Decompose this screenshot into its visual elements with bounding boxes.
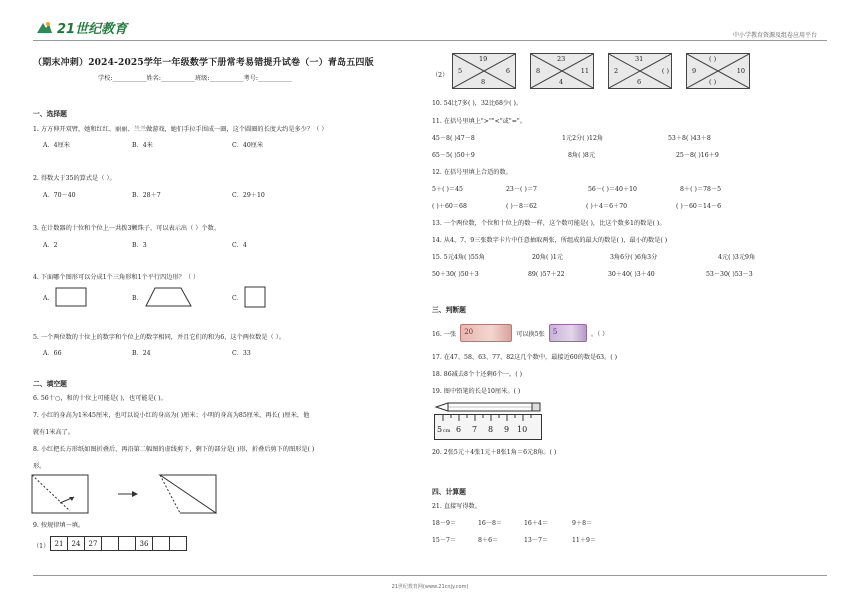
envelope-bottom: 6 bbox=[637, 78, 642, 86]
option-4a-shape bbox=[55, 287, 87, 307]
fill-row-2-item-3: ( )＋4＝6＋70 bbox=[586, 203, 628, 210]
section-fill: 二、填空题 bbox=[33, 380, 67, 388]
footer-text: 21世纪教育网(www.21cnjy.com) bbox=[391, 584, 469, 590]
q15-row-2-item-1: 50＋30( )50＋3 bbox=[432, 271, 479, 278]
envelope-top: 19 bbox=[479, 55, 488, 63]
envelope-bottom: 8 bbox=[481, 78, 486, 86]
envelope-top: 31 bbox=[635, 55, 644, 63]
question-7-line2: 就有1米高了。 bbox=[33, 429, 75, 436]
calc-row-2-item-1: 15－7＝ bbox=[432, 537, 457, 544]
envelope-bottom: 4 bbox=[559, 78, 564, 86]
q15-row-2-item-2: 89( )57＋22 bbox=[528, 271, 565, 278]
seq-cell: 27 bbox=[85, 537, 102, 551]
envelope-right: 10 bbox=[736, 67, 745, 75]
q15-row-1-item-4: 4元( )3元9角 bbox=[718, 254, 756, 261]
envelope-top: 23 bbox=[557, 55, 566, 63]
envelope-left: 2 bbox=[614, 67, 619, 75]
envelope-right: 6 bbox=[505, 67, 510, 75]
seq-cell: 24 bbox=[68, 537, 85, 551]
option-1c: C．40厘米 bbox=[232, 142, 264, 149]
question-13: 13. 一个两位数，个位和十位上的数一样，这个数可能是( )，比这个数多1的数是( )。 bbox=[432, 220, 666, 227]
compare-row-2-item-1: 65－5( )50＋9 bbox=[432, 152, 475, 159]
pencil-image bbox=[434, 400, 546, 414]
question-8-line2: 形。 bbox=[33, 463, 46, 470]
seq-cell[interactable] bbox=[102, 537, 119, 551]
q15-row-1-item-1: 15. 5元4角( )55角 bbox=[432, 254, 485, 261]
calc-row-2-item-2: 8＋6＝ bbox=[478, 537, 499, 544]
fill-row-1-item-1: 5＋( )＝45 bbox=[432, 186, 463, 193]
ruler-label-8: 8 bbox=[488, 425, 494, 434]
seq-cell[interactable] bbox=[170, 537, 187, 551]
banknote-5-value: 5 bbox=[552, 328, 558, 336]
ruler-label-5: 5 bbox=[437, 425, 443, 434]
question-11: 11. 在括号里填上">""<"或"="。 bbox=[432, 118, 526, 125]
question-14: 14. 从4、7、9三张数字卡片中任意抽取两张，所组成的最大的数是( )，最小的数是( ) bbox=[432, 237, 668, 244]
ruler-label-6: 6 bbox=[456, 425, 462, 434]
question-7-line1: 7. 小红的身高为1米45厘米，也可以说小红的身高为( )厘米；小明的身高为85厘米，再长( )厘米，他 bbox=[33, 412, 310, 419]
option-5a: A．66 bbox=[43, 350, 62, 357]
ruler-label-7: 7 bbox=[472, 425, 478, 434]
fold-figure bbox=[30, 473, 270, 515]
q16-middle: 可以换5张 bbox=[516, 330, 545, 338]
q16-suffix: 。（ ） bbox=[590, 330, 609, 338]
option-1a: A．4厘米 bbox=[43, 142, 70, 149]
q16-prefix: 16. 一张 bbox=[432, 330, 457, 338]
option-1b: B．4米 bbox=[132, 142, 153, 149]
envelope-4 bbox=[686, 53, 750, 89]
option-4c: C． bbox=[232, 295, 243, 302]
option-4c-shape bbox=[244, 286, 266, 308]
question-3: 3. 在计数器的十位和个位上一共拨3颗珠子，可以表示出（ ）个数。 bbox=[33, 225, 221, 232]
banknote-20-image bbox=[460, 324, 512, 342]
envelope-right[interactable]: ( ) bbox=[661, 67, 669, 75]
envelope-bottom[interactable]: ( ) bbox=[709, 78, 717, 86]
compare-row-2-item-2: 8角( )8元 bbox=[568, 152, 596, 159]
q15-row-2-item-3: 30＋40( )3＋40 bbox=[608, 271, 655, 278]
envelope-1 bbox=[452, 53, 516, 89]
logo bbox=[35, 18, 127, 37]
option-3b: B．3 bbox=[132, 242, 147, 249]
envelope-left: 9 bbox=[692, 67, 697, 75]
compare-row-2-item-3: 25－8( )16＋9 bbox=[676, 152, 719, 159]
question-16 bbox=[432, 324, 608, 342]
option-2b: B．28＋7 bbox=[132, 192, 161, 199]
option-3a: A．2 bbox=[43, 242, 58, 249]
option-5c: C．33 bbox=[232, 350, 251, 357]
seq-cell[interactable] bbox=[119, 537, 136, 551]
envelope-left: 8 bbox=[536, 67, 541, 75]
question-12: 12. 在括号里填上合适的数。 bbox=[432, 169, 512, 176]
student-info-line: 学校:___________姓名:___________班级:___________考号:___________ bbox=[98, 75, 292, 82]
section-calc: 四、计算题 bbox=[432, 488, 466, 496]
question-20: 20. 2张5元＋4张1元＋8张1角＝6元8角。( ) bbox=[432, 449, 557, 456]
seq-cell: 21 bbox=[51, 537, 68, 551]
banknote-5-image bbox=[549, 324, 587, 342]
page-title: （期末冲刺）2024-2025学年一年级数学下册常考易错提升试卷（一）青岛五四版 bbox=[33, 58, 374, 68]
platform-name: 中小学教育资源及组卷应用平台 bbox=[732, 32, 817, 39]
question-10: 10. 54比7多( )，32比68少( )。 bbox=[432, 100, 523, 107]
question-21: 21. 直接写得数。 bbox=[432, 503, 481, 510]
question-18: 18. 86减去8个十还剩6个一。( ) bbox=[432, 371, 523, 378]
question-6: 6. 56十○，和的十位上可能是( )，也可能是( )。 bbox=[33, 395, 167, 402]
question-8-line1: 8. 小红把长方形纸如图折叠后，再沿第二幅图的虚线剪下，剩下的部分是( )形，折叠后剪下的图形是( ) bbox=[33, 446, 315, 453]
envelope-3 bbox=[608, 53, 672, 89]
compare-row-1-item-3: 53＋8( )43＋8 bbox=[668, 135, 711, 142]
compare-row-1-item-1: 45－8( )47－8 bbox=[432, 135, 475, 142]
option-2c: C．29＋10 bbox=[232, 192, 265, 199]
seq-cell: 36 bbox=[136, 537, 153, 551]
question-5: 5. 一个两位数的十位上的数字和个位上的数字相同，并且它们的和为6，这个两位数是（ ）。 bbox=[33, 334, 285, 341]
banknote-20-value: 20 bbox=[464, 328, 474, 336]
question-9-label-1: （1） bbox=[33, 543, 50, 550]
q15-row-2-item-4: 53－30( )53－3 bbox=[706, 271, 753, 278]
option-3c: C．4 bbox=[232, 242, 247, 249]
seq-cell[interactable] bbox=[153, 537, 170, 551]
question-9-label-2: （2） bbox=[432, 72, 449, 79]
ruler bbox=[434, 414, 542, 440]
section-choice: 一、选择题 bbox=[33, 110, 67, 118]
fill-row-1-item-4: 8＋( )＝78－5 bbox=[680, 186, 722, 193]
ruler-ticks bbox=[435, 415, 541, 423]
fill-row-2-item-2: ( )－8＝62 bbox=[506, 203, 537, 210]
calc-row-1-item-1: 18－9＝ bbox=[432, 520, 457, 527]
calc-row-1-item-4: 9＋8＝ bbox=[572, 520, 593, 527]
calc-row-1-item-3: 16＋4＝ bbox=[524, 520, 549, 527]
logo-text: 21世纪教育 bbox=[57, 22, 128, 37]
ruler-label-10: 10 bbox=[517, 425, 528, 434]
option-2a: A．70－40 bbox=[43, 192, 76, 199]
logo-icon bbox=[35, 21, 53, 35]
ruler-unit: cm bbox=[443, 428, 451, 434]
section-judge: 三、判断题 bbox=[432, 306, 466, 314]
question-1: 1. 方方伸开双臂，她和红红、丽丽、兰兰做游戏，她们手拉手围成一圈，这个圆圈的长度大约是多少？（ ） bbox=[33, 126, 328, 133]
envelope-top[interactable]: ( ) bbox=[709, 55, 717, 63]
fill-row-1-item-3: 56－( )＝40＋10 bbox=[588, 186, 637, 193]
envelope-right: 11 bbox=[580, 67, 589, 75]
fill-row-1-item-2: 23－( )＝7 bbox=[506, 186, 537, 193]
envelope-2 bbox=[530, 53, 594, 89]
sequence-table-1 bbox=[50, 536, 187, 551]
compare-row-1-item-2: 1元2分( )12角 bbox=[562, 135, 604, 142]
header-divider bbox=[33, 40, 827, 41]
option-4b-shape bbox=[145, 287, 193, 307]
calc-row-2-item-4: 11＋9＝ bbox=[572, 537, 597, 544]
calc-row-2-item-3: 13－7＝ bbox=[524, 537, 549, 544]
envelope-left: 5 bbox=[458, 67, 463, 75]
q15-row-1-item-3: 3角6分( )6角3分 bbox=[610, 254, 658, 261]
question-2: 2. 得数大于35的算式是（ ）。 bbox=[33, 175, 116, 182]
option-5b: B．24 bbox=[132, 350, 151, 357]
footer-divider bbox=[33, 575, 827, 576]
ruler-label-9: 9 bbox=[504, 425, 510, 434]
question-9: 9. 按规律填一填。 bbox=[33, 522, 85, 529]
option-4a: A． bbox=[43, 295, 54, 302]
calc-row-1-item-2: 16－8＝ bbox=[478, 520, 503, 527]
question-19: 19. 图中铅笔的长是10厘米。( ) bbox=[432, 388, 521, 395]
option-4b: B． bbox=[132, 295, 143, 302]
question-17: 17. 在47、58、63、77、82这几个数中，最接近60的数是63。( ) bbox=[432, 354, 618, 361]
fill-row-2-item-1: ( )＋60＝68 bbox=[432, 203, 467, 210]
fill-row-2-item-4: ( )－60＝14－6 bbox=[676, 203, 722, 210]
q15-row-1-item-2: 20角( )1元 bbox=[532, 254, 563, 261]
question-4: 4. 下面哪个图形可以分成1个三角形和1个平行四边形？（ ） bbox=[33, 274, 200, 281]
